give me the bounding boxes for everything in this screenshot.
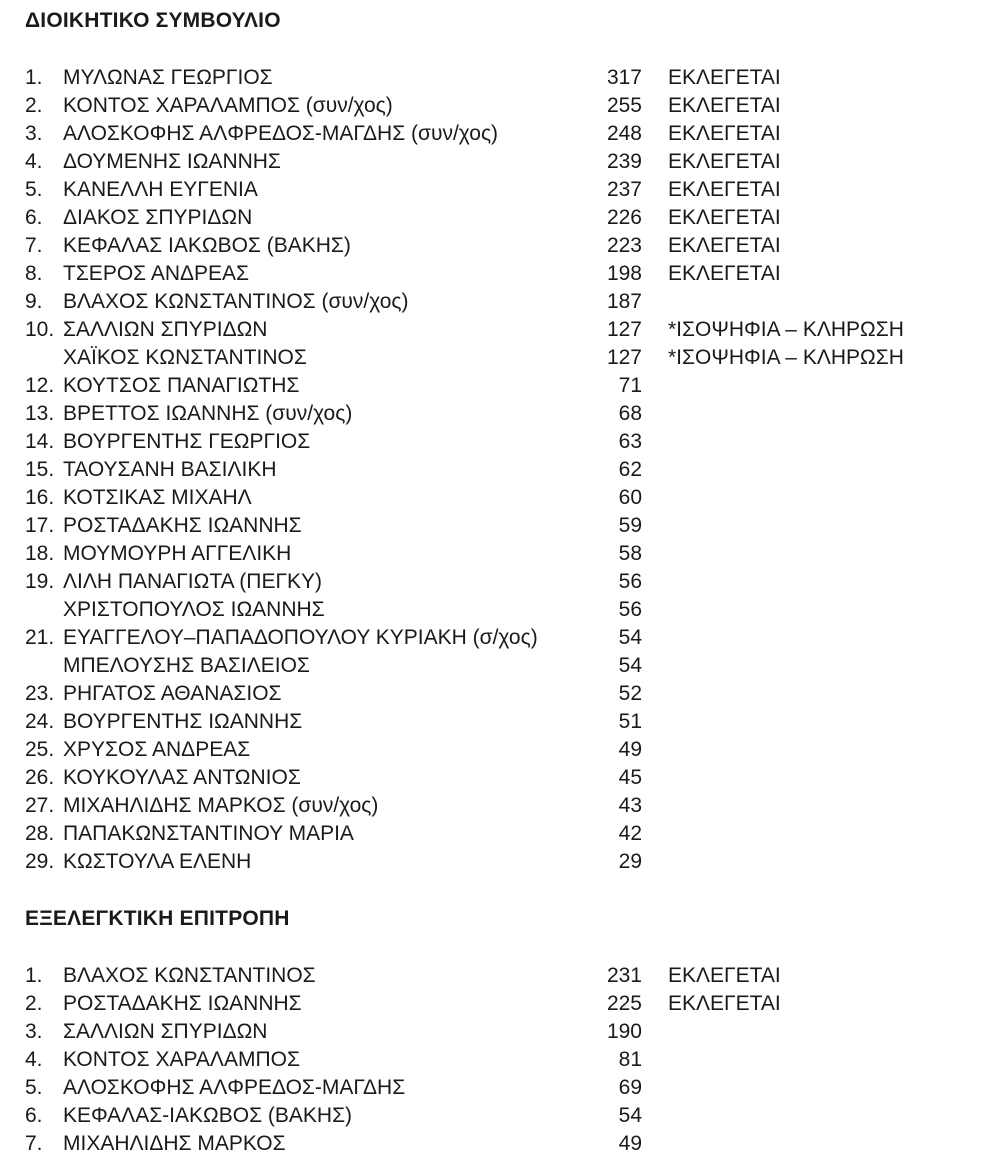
candidate-name: ΒΟΥΡΓΕΝΤΗΣ ΓΕΩΡΓΙΟΣ — [63, 430, 311, 453]
rank-number: 15. — [25, 458, 55, 481]
candidate-name: ΚΟΥΤΣΟΣ ΠΑΝΑΓΙΩΤΗΣ — [63, 374, 300, 397]
board-result-row — [0, 316, 1000, 344]
vote-count: 127 — [606, 318, 642, 341]
election-status: *ΙΣΟΨΗΦΙΑ – ΚΛΗΡΩΣΗ — [668, 346, 904, 369]
candidate-name: ΚΕΦΑΛΑΣ-ΙΑΚΩΒΟΣ (ΒΑΚΗΣ) — [63, 1104, 353, 1127]
rank-number: 12. — [25, 374, 55, 397]
rank-number: 27. — [25, 794, 55, 817]
candidate-name: ΤΑΟΥΣΑΝΗ ΒΑΣΙΛΙΚΗ — [63, 458, 277, 481]
candidate-name: ΡΟΣΤΑΔΑΚΗΣ ΙΩΑΝΝΗΣ — [63, 514, 302, 537]
board-result-row — [0, 596, 1000, 624]
board-result-row — [0, 120, 1000, 148]
election-status: ΕΚΛΕΓΕΤΑΙ — [668, 964, 781, 987]
rank-number: 7. — [25, 1132, 43, 1155]
candidate-name: ΣΑΛΛΙΩΝ ΣΠΥΡΙΔΩΝ — [63, 1020, 268, 1043]
vote-count: 255 — [606, 94, 642, 117]
vote-count: 225 — [606, 992, 642, 1015]
candidate-name: ΚΩΣΤΟΥΛΑ ΕΛΕΝΗ — [63, 850, 252, 873]
candidate-name: ΕΥΑΓΓΕΛΟΥ–ΠΑΠΑΔΟΠΟΥΛΟΥ ΚΥΡΙΑΚΗ (σ/χος) — [63, 626, 538, 649]
rank-number: 18. — [25, 542, 55, 565]
board-result-row — [0, 680, 1000, 708]
audit-result-row — [0, 1046, 1000, 1074]
board-result-row — [0, 400, 1000, 428]
rank-number: 26. — [25, 766, 55, 789]
audit-result-row — [0, 990, 1000, 1018]
candidate-name: ΛΙΛΗ ΠΑΝΑΓΙΩΤΑ (ΠΕΓΚΥ) — [63, 570, 323, 593]
vote-count: 59 — [618, 514, 642, 537]
board-result-row — [0, 540, 1000, 568]
audit-result-row — [0, 962, 1000, 990]
vote-count: 62 — [618, 458, 642, 481]
vote-count: 42 — [618, 822, 642, 845]
candidate-name: ΡΗΓΑΤΟΣ ΑΘΑΝΑΣΙΟΣ — [63, 682, 282, 705]
rank-number: 5. — [25, 1076, 43, 1099]
vote-count: 231 — [606, 964, 642, 987]
rank-number: 24. — [25, 710, 55, 733]
board-result-row — [0, 820, 1000, 848]
candidate-name: ΣΑΛΛΙΩΝ ΣΠΥΡΙΔΩΝ — [63, 318, 268, 341]
rank-number: 3. — [25, 1020, 43, 1043]
vote-count: 71 — [618, 374, 642, 397]
vote-count: 29 — [618, 850, 642, 873]
vote-count: 45 — [618, 766, 642, 789]
candidate-name: ΚΟΤΣΙΚΑΣ ΜΙΧΑΗΛ — [63, 486, 252, 509]
rank-number: 28. — [25, 822, 55, 845]
board-result-row — [0, 484, 1000, 512]
election-status: ΕΚΛΕΓΕΤΑΙ — [668, 262, 781, 285]
rank-number: 1. — [25, 964, 43, 987]
board-result-row — [0, 848, 1000, 876]
board-result-row — [0, 260, 1000, 288]
candidate-name: ΑΛΟΣΚΟΦΗΣ ΑΛΦΡΕΔΟΣ-ΜΑΓΔΗΣ — [63, 1076, 406, 1099]
board-result-row — [0, 512, 1000, 540]
vote-count: 68 — [618, 402, 642, 425]
audit-result-row — [0, 1130, 1000, 1158]
rank-number: 4. — [25, 150, 43, 173]
vote-count: 54 — [618, 1104, 642, 1127]
election-status: *ΙΣΟΨΗΦΙΑ – ΚΛΗΡΩΣΗ — [668, 318, 904, 341]
rank-number: 8. — [25, 262, 43, 285]
rank-number: 25. — [25, 738, 55, 761]
board-result-row — [0, 176, 1000, 204]
board-result-row — [0, 736, 1000, 764]
rank-number: 2. — [25, 992, 43, 1015]
candidate-name: ΜΠΕΛΟΥΣΗΣ ΒΑΣΙΛΕΙΟΣ — [63, 654, 310, 677]
vote-count: 248 — [606, 122, 642, 145]
rank-number: 7. — [25, 234, 43, 257]
vote-count: 187 — [606, 290, 642, 313]
rank-number: 4. — [25, 1048, 43, 1071]
board-result-row — [0, 708, 1000, 736]
audit-result-row — [0, 1018, 1000, 1046]
rank-number: 6. — [25, 206, 43, 229]
candidate-name: ΧΑΪΚΟΣ ΚΩΝΣΤΑΝΤΙΝΟΣ — [63, 346, 307, 369]
rank-number: 21. — [25, 626, 55, 649]
candidate-name: ΤΣΕΡΟΣ ΑΝΔΡΕΑΣ — [63, 262, 250, 285]
candidate-name: ΜΥΛΩΝΑΣ ΓΕΩΡΓΙΟΣ — [63, 66, 273, 89]
rank-number: 9. — [25, 290, 43, 313]
election-status: ΕΚΛΕΓΕΤΑΙ — [668, 94, 781, 117]
vote-count: 317 — [606, 66, 642, 89]
vote-count: 49 — [618, 1132, 642, 1155]
rank-number: 6. — [25, 1104, 43, 1127]
election-status: ΕΚΛΕΓΕΤΑΙ — [668, 178, 781, 201]
election-status: ΕΚΛΕΓΕΤΑΙ — [668, 66, 781, 89]
candidate-name: ΜΙΧΑΗΛΙΔΗΣ ΜΑΡΚΟΣ (συν/χος) — [63, 794, 379, 817]
vote-count: 69 — [618, 1076, 642, 1099]
election-status: ΕΚΛΕΓΕΤΑΙ — [668, 992, 781, 1015]
rank-number: 14. — [25, 430, 55, 453]
candidate-name: ΧΡΙΣΤΟΠΟΥΛΟΣ ΙΩΑΝΝΗΣ — [63, 598, 325, 621]
board-result-row — [0, 232, 1000, 260]
vote-count: 43 — [618, 794, 642, 817]
board-result-row — [0, 372, 1000, 400]
election-status: ΕΚΛΕΓΕΤΑΙ — [668, 206, 781, 229]
candidate-name: ΚΟΝΤΟΣ ΧΑΡΑΛΑΜΠΟΣ (συν/χος) — [63, 94, 393, 117]
board-result-row — [0, 624, 1000, 652]
board-result-row — [0, 568, 1000, 596]
candidate-name: ΚΑΝΕΛΛΗ ΕΥΓΕΝΙΑ — [63, 178, 258, 201]
board-result-row — [0, 428, 1000, 456]
rank-number: 3. — [25, 122, 43, 145]
rank-number: 17. — [25, 514, 55, 537]
vote-count: 226 — [606, 206, 642, 229]
vote-count: 49 — [618, 738, 642, 761]
vote-count: 52 — [618, 682, 642, 705]
board-result-row — [0, 792, 1000, 820]
board-result-row — [0, 148, 1000, 176]
rank-number: 16. — [25, 486, 55, 509]
rank-number: 1. — [25, 66, 43, 89]
candidate-name: ΚΟΥΚΟΥΛΑΣ ΑΝΤΩΝΙΟΣ — [63, 766, 301, 789]
board-result-row — [0, 456, 1000, 484]
candidate-name: ΒΛΑΧΟΣ ΚΩΝΣΤΑΝΤΙΝΟΣ (συν/χος) — [63, 290, 409, 313]
rank-number: 2. — [25, 94, 43, 117]
rank-number: 5. — [25, 178, 43, 201]
vote-count: 60 — [618, 486, 642, 509]
vote-count: 54 — [618, 654, 642, 677]
election-status: ΕΚΛΕΓΕΤΑΙ — [668, 122, 781, 145]
candidate-name: ΒΡΕΤΤΟΣ ΙΩΑΝΝΗΣ (συν/χος) — [63, 402, 353, 425]
vote-count: 239 — [606, 150, 642, 173]
vote-count: 190 — [606, 1020, 642, 1043]
vote-count: 58 — [618, 542, 642, 565]
board-section-title: ΔΙΟΙΚΗΤΙΚΟ ΣΥΜΒΟΥΛΙΟ — [25, 9, 281, 32]
rank-number: 19. — [25, 570, 55, 593]
vote-count: 51 — [618, 710, 642, 733]
audit-section-title: ΕΞΕΛΕΓΚΤΙΚΗ ΕΠΙΤΡΟΠΗ — [25, 907, 290, 930]
vote-count: 56 — [618, 570, 642, 593]
vote-count: 56 — [618, 598, 642, 621]
candidate-name: ΒΛΑΧΟΣ ΚΩΝΣΤΑΝΤΙΝΟΣ — [63, 964, 316, 987]
vote-count: 223 — [606, 234, 642, 257]
candidate-name: ΧΡΥΣΟΣ ΑΝΔΡΕΑΣ — [63, 738, 251, 761]
rank-number: 23. — [25, 682, 55, 705]
election-status: ΕΚΛΕΓΕΤΑΙ — [668, 150, 781, 173]
vote-count: 63 — [618, 430, 642, 453]
board-result-row — [0, 288, 1000, 316]
audit-result-row — [0, 1102, 1000, 1130]
board-result-row — [0, 204, 1000, 232]
board-result-row — [0, 92, 1000, 120]
rank-number: 13. — [25, 402, 55, 425]
candidate-name: ΒΟΥΡΓΕΝΤΗΣ ΙΩΑΝΝΗΣ — [63, 710, 303, 733]
vote-count: 54 — [618, 626, 642, 649]
candidate-name: ΔΟΥΜΕΝΗΣ ΙΩΑΝΝΗΣ — [63, 150, 281, 173]
candidate-name: ΜΙΧΑΗΛΙΔΗΣ ΜΑΡΚΟΣ — [63, 1132, 286, 1155]
candidate-name: ΑΛΟΣΚΟΦΗΣ ΑΛΦΡΕΔΟΣ-ΜΑΓΔΗΣ (συν/χος) — [63, 122, 499, 145]
candidate-name: ΚΟΝΤΟΣ ΧΑΡΑΛΑΜΠΟΣ — [63, 1048, 300, 1071]
candidate-name: ΔΙΑΚΟΣ ΣΠΥΡΙΔΩΝ — [63, 206, 253, 229]
rank-number: 29. — [25, 850, 55, 873]
board-result-row — [0, 652, 1000, 680]
election-status: ΕΚΛΕΓΕΤΑΙ — [668, 234, 781, 257]
candidate-name: ΚΕΦΑΛΑΣ ΙΑΚΩΒΟΣ (ΒΑΚΗΣ) — [63, 234, 351, 257]
candidate-name: ΠΑΠΑΚΩΝΣΤΑΝΤΙΝΟΥ ΜΑΡΙΑ — [63, 822, 354, 845]
audit-result-row — [0, 1074, 1000, 1102]
candidate-name: ΜΟΥΜΟΥΡΗ ΑΓΓΕΛΙΚΗ — [63, 542, 292, 565]
vote-count: 127 — [606, 346, 642, 369]
board-result-row — [0, 764, 1000, 792]
vote-count: 198 — [606, 262, 642, 285]
vote-count: 81 — [618, 1048, 642, 1071]
vote-count: 237 — [606, 178, 642, 201]
rank-number: 10. — [25, 318, 55, 341]
candidate-name: ΡΟΣΤΑΔΑΚΗΣ ΙΩΑΝΝΗΣ — [63, 992, 302, 1015]
board-result-row — [0, 344, 1000, 372]
board-result-row — [0, 64, 1000, 92]
